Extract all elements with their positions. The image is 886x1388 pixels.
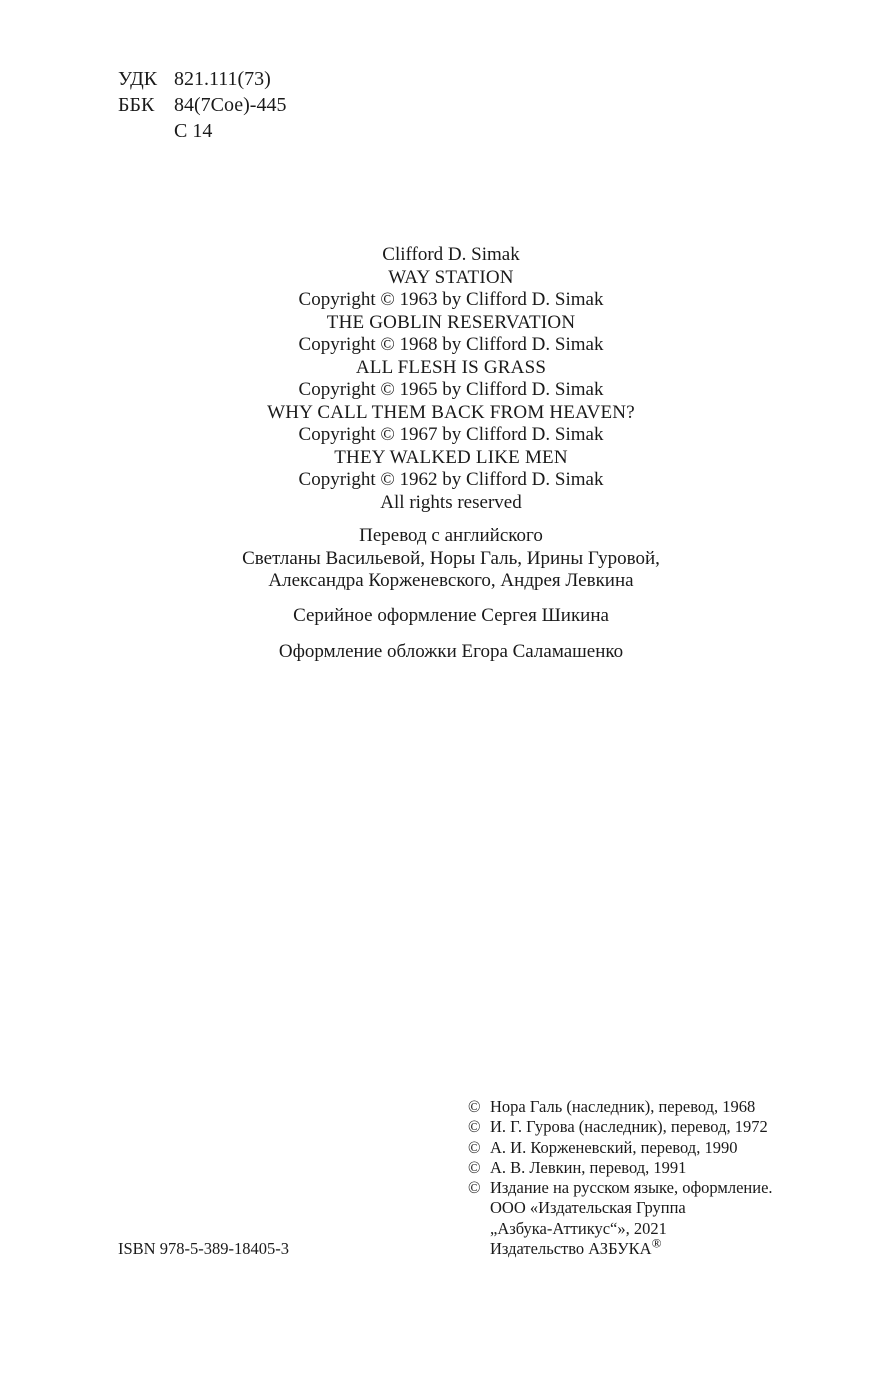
copyright-row xyxy=(468,1178,773,1198)
work-copyright: Copyright © 1963 by Clifford D. Simak xyxy=(298,289,604,310)
copyright-symbol: © xyxy=(468,1117,481,1137)
isbn: ISBN 978-5-389-18405-3 xyxy=(118,1239,289,1258)
work-title: ALL FLESH IS GRASS xyxy=(355,356,547,378)
edition-copyrights xyxy=(468,1097,773,1259)
copyright-symbol xyxy=(468,1219,490,1239)
copyright-row xyxy=(468,1117,773,1137)
series-design-credit: Серийное оформление Сергея Шикина xyxy=(293,604,609,626)
udk-value: 821.111(73) xyxy=(174,68,271,90)
copyright-row xyxy=(468,1235,773,1259)
copyright-symbol: © xyxy=(468,1097,481,1116)
rights-reserved: All rights reserved xyxy=(380,491,522,513)
copyright-row xyxy=(468,1138,773,1158)
publisher-name: Издательство АЗБУКА xyxy=(490,1239,652,1259)
translation-credits xyxy=(0,525,886,593)
copyright-text: Издание на русском языке, оформление. xyxy=(490,1178,773,1198)
work-title: WHY CALL THEM BACK FROM HEAVEN? xyxy=(267,401,635,423)
copyright-symbol xyxy=(468,1198,490,1218)
udk-row xyxy=(118,66,286,92)
translators-line: Светланы Васильевой, Норы Галь, Ирины Гуровой, xyxy=(242,547,660,569)
bbk-row xyxy=(118,92,286,118)
copyright-text: И. Г. Гурова (наследник), перевод, 1972 xyxy=(490,1117,768,1137)
work-copyright: Copyright © 1968 by Clifford D. Simak xyxy=(298,334,604,355)
work-copyright: Copyright © 1962 by Clifford D. Simak xyxy=(298,469,604,490)
work-title: THEY WALKED LIKE MEN xyxy=(334,446,568,468)
copyright-text: Нора Галь (наследник), перевод, 1968 xyxy=(490,1097,756,1116)
copyright-row xyxy=(468,1219,773,1239)
copyright-symbol: © xyxy=(468,1178,481,1198)
library-classification xyxy=(118,66,286,144)
translation-heading: Перевод с английского xyxy=(359,525,543,546)
bbk-label: ББК xyxy=(118,94,155,116)
author-mark-value: С 14 xyxy=(174,120,213,142)
publisher-line xyxy=(490,1235,662,1259)
copyright-row xyxy=(468,1198,773,1218)
copyright-symbol xyxy=(468,1239,490,1259)
credits-block xyxy=(0,244,886,664)
author-mark-row xyxy=(118,118,286,144)
copyright-text: А. В. Левкин, перевод, 1991 xyxy=(490,1157,687,1177)
copyright-row xyxy=(468,1097,773,1117)
work-title: WAY STATION xyxy=(388,266,514,288)
copyright-row xyxy=(468,1158,773,1178)
bbk-value: 84(7Сое)-445 xyxy=(174,94,287,116)
copyright-symbol: © xyxy=(468,1137,481,1157)
work-title: THE GOBLIN RESERVATION xyxy=(326,311,576,333)
cover-design-credit: Оформление обложки Егора Саламашенко xyxy=(278,641,624,662)
author-mark-label xyxy=(118,118,174,144)
copyright-text: А. И. Корженевский, перевод, 1990 xyxy=(490,1137,738,1157)
work-copyright: Copyright © 1967 by Clifford D. Simak xyxy=(298,424,604,445)
publisher-line: ООО «Издательская Группа xyxy=(490,1198,686,1218)
registered-mark: ® xyxy=(651,1235,662,1251)
publisher-line: „Азбука-Аттикус“», 2021 xyxy=(490,1218,667,1238)
original-copyrights xyxy=(0,244,886,514)
translators-line: Александра Корженевского, Андрея Левкина xyxy=(268,570,634,591)
copyright-symbol: © xyxy=(468,1157,481,1177)
work-copyright: Copyright © 1965 by Clifford D. Simak xyxy=(298,379,604,400)
author-name: Clifford D. Simak xyxy=(382,244,520,265)
udk-label: УДК xyxy=(118,68,158,90)
